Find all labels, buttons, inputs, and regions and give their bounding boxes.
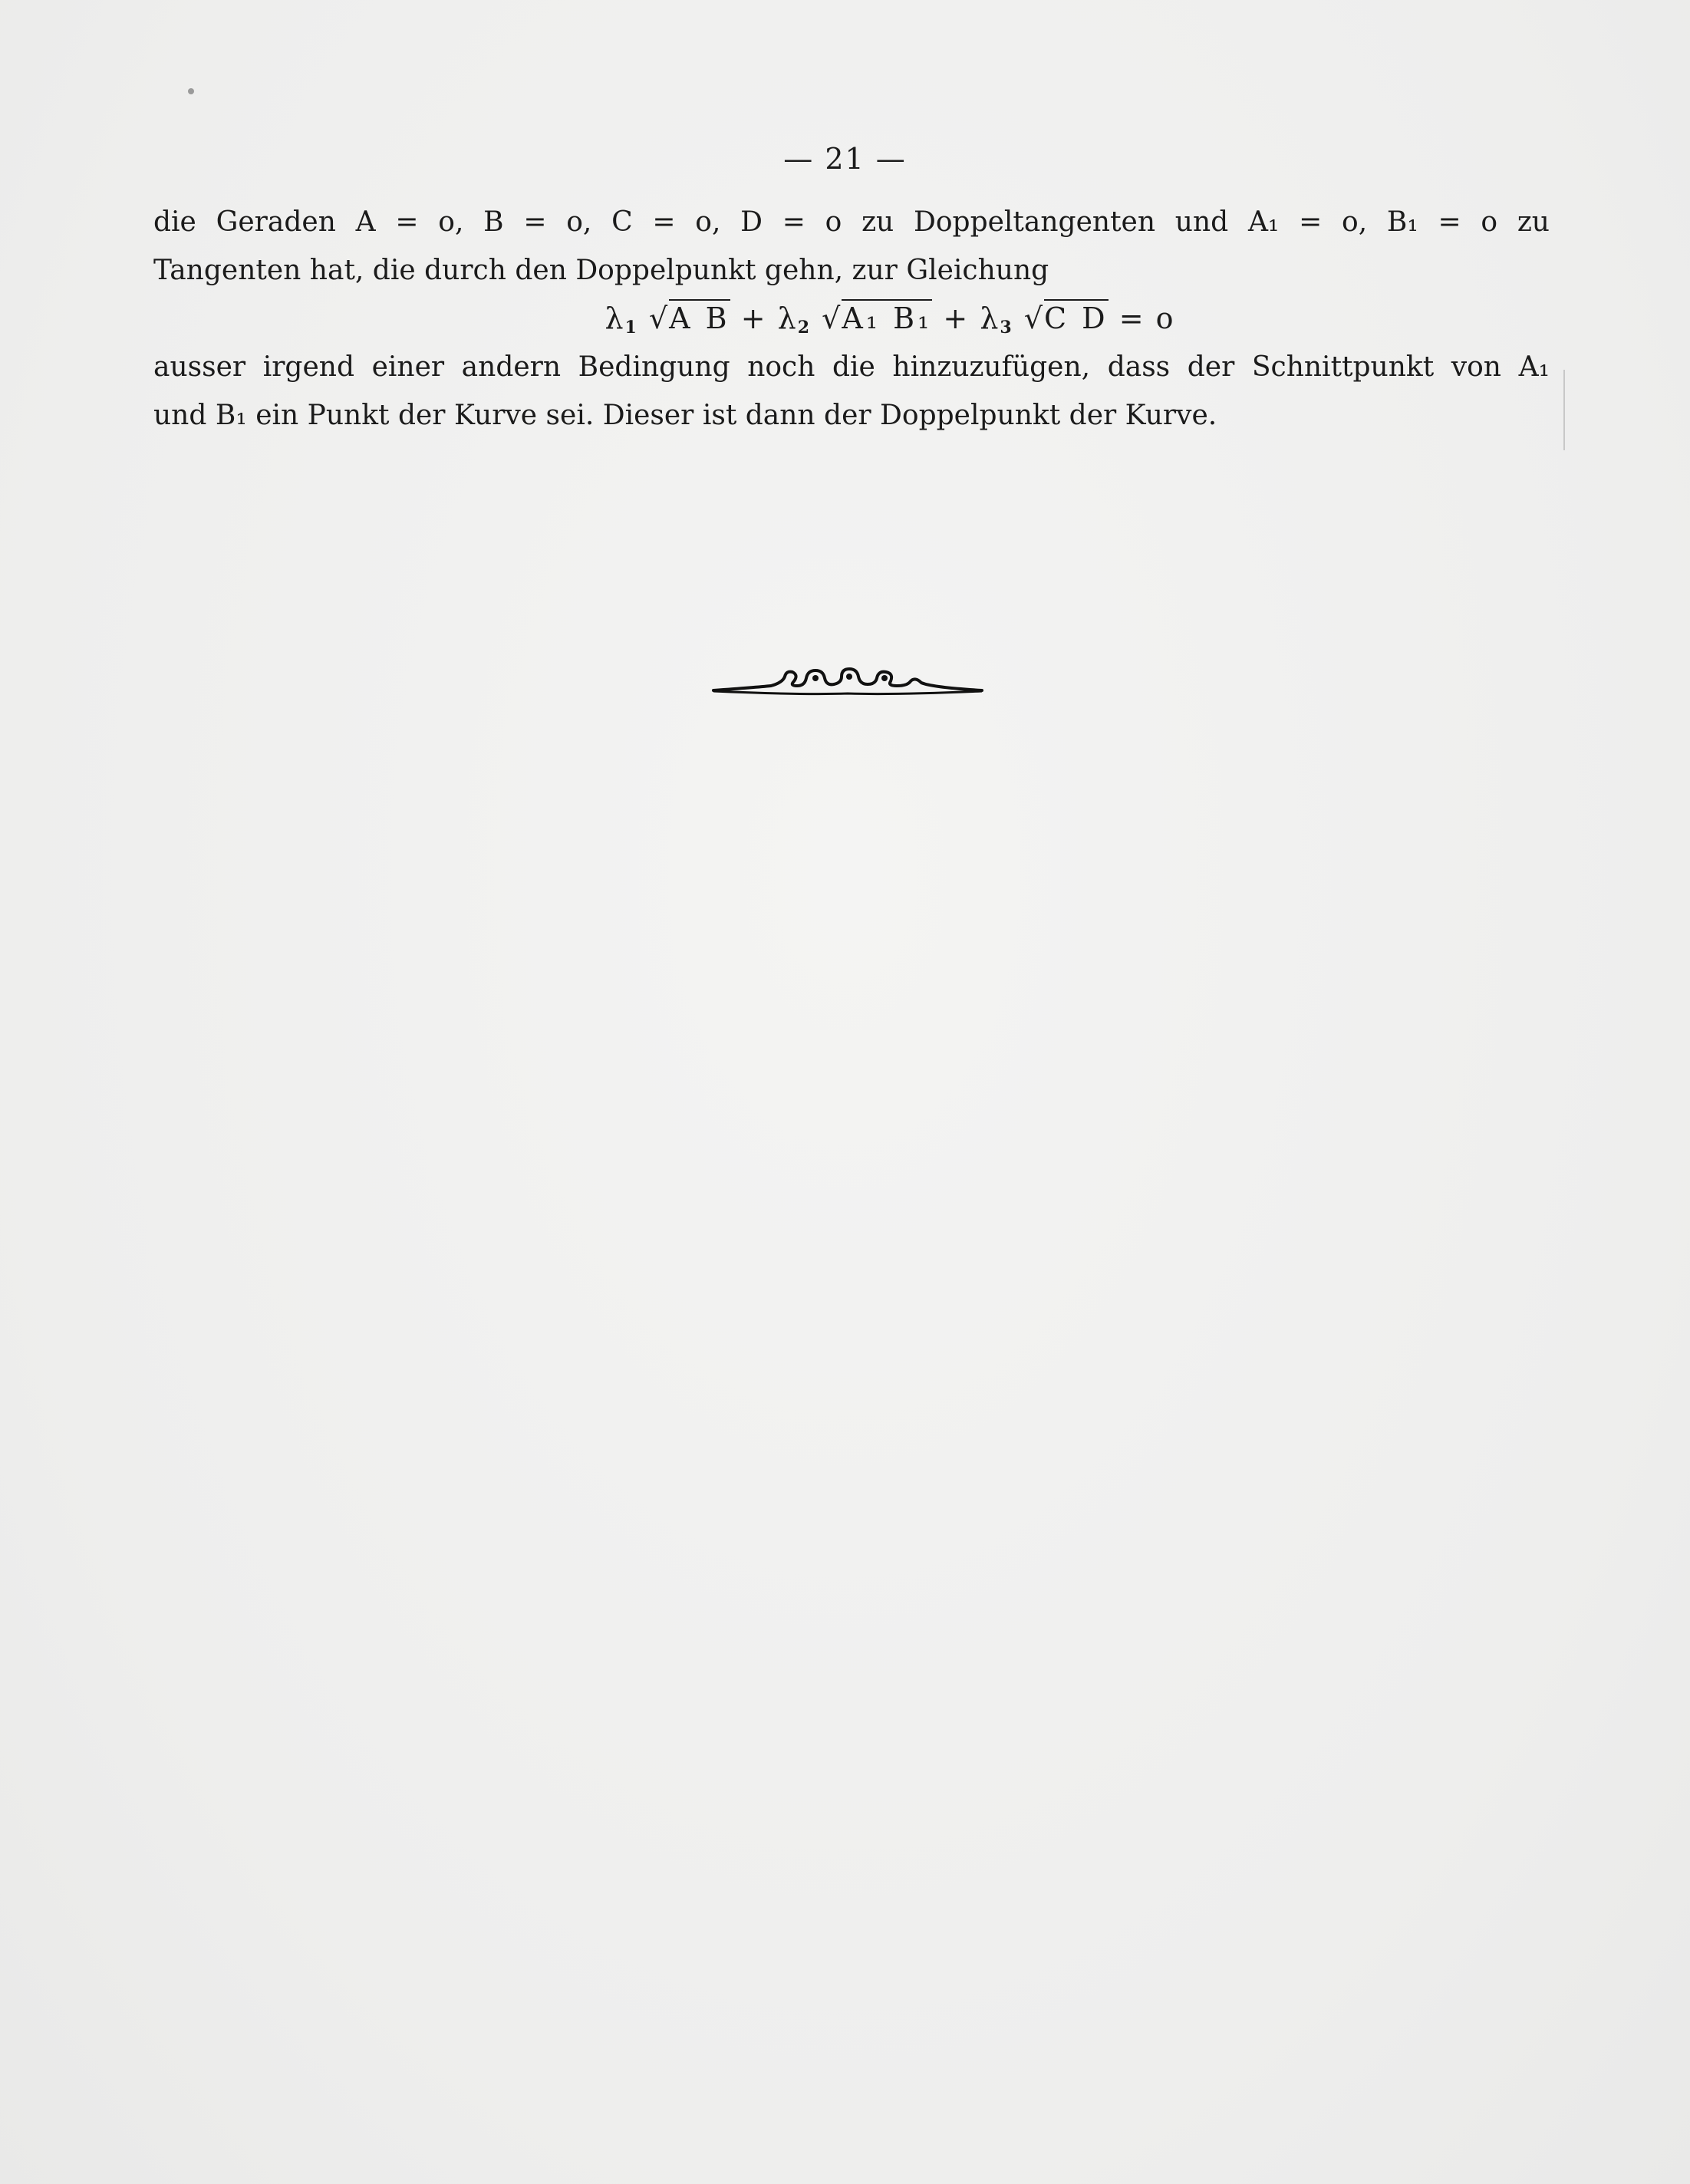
text-line-5: und B₁ ein Punkt der Kurve sei. Dieser ist dann der Doppelpunkt der Kurve. [153, 400, 1217, 431]
body-text [153, 198, 1550, 440]
lambda-2: λ [777, 301, 798, 335]
text-line-4: ausser irgend einer andern Bedingung noch die hinzuzufügen, dass der Schnittpunkt von A₁ [153, 351, 1550, 383]
root-2-symbol: √ [822, 301, 842, 335]
equals-zero: = o [1118, 301, 1175, 335]
plus-2: + [943, 301, 970, 335]
equation [153, 295, 1550, 343]
root-3-symbol: √ [1023, 301, 1045, 335]
page-number: — 21 — [783, 142, 907, 176]
lambda-3-subscript: 3 [1000, 318, 1013, 338]
decorative-scroll-icon [710, 660, 986, 706]
radicand-3: C D [1044, 299, 1109, 335]
lambda-2-subscript: 2 [797, 318, 812, 338]
radicand-1: A B [669, 299, 730, 335]
margin-mark [1563, 370, 1565, 450]
lambda-1: λ [605, 301, 625, 335]
ink-speck [188, 88, 194, 94]
lambda-1-subscript: 1 [624, 318, 638, 338]
plus-1: + [740, 301, 767, 335]
text-line-2: Tangenten hat, die durch den Doppelpunkt gehn, zur Gleichung [153, 255, 1049, 286]
text-line-1: die Geraden A = o, B = o, C = o, D = o zu Doppeltangenten und A₁ = o, B₁ = o zu [153, 206, 1550, 238]
radicand-2: A₁ B₁ [842, 299, 932, 335]
root-1-symbol: √ [648, 301, 670, 335]
lambda-3: λ [980, 301, 1000, 335]
